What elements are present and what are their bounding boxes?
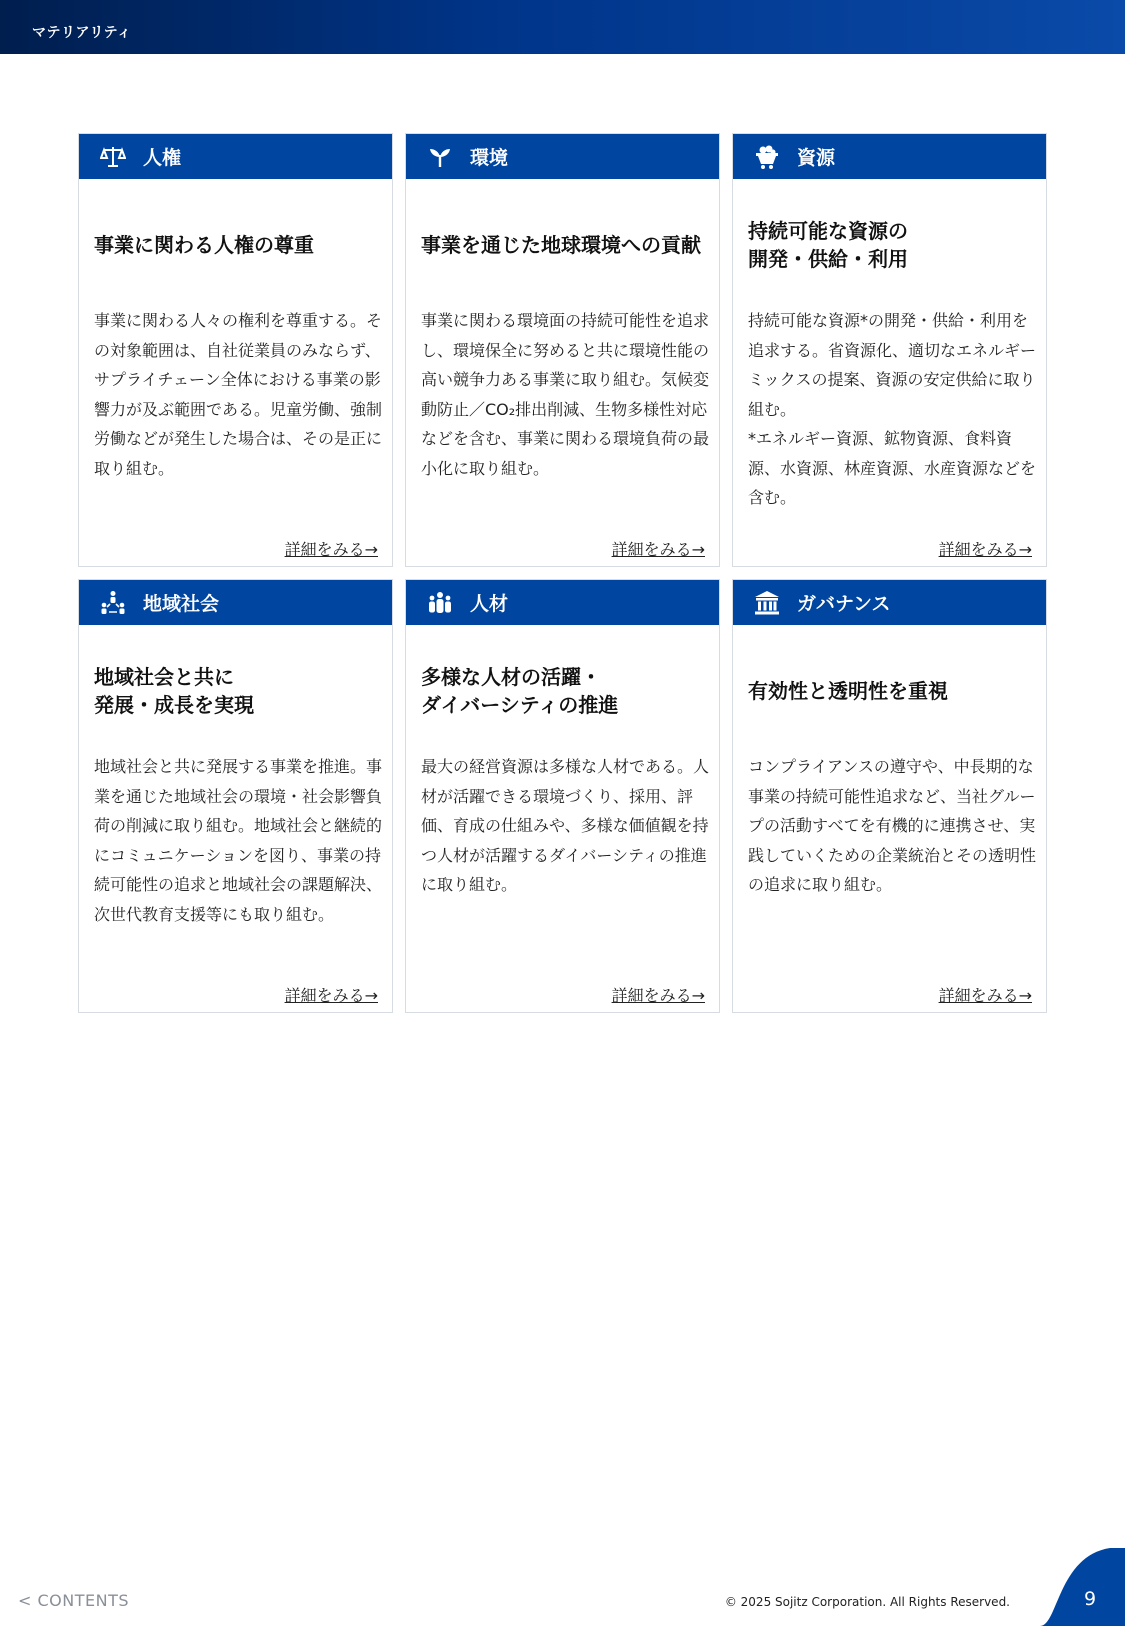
card-human-resources: [405, 579, 720, 1013]
card-header: [79, 580, 392, 625]
page-number-tab: [1040, 1548, 1125, 1626]
card-title: [421, 201, 721, 289]
details-link[interactable]: 詳細をみる→: [938, 540, 1032, 559]
card-body: 持続可能な資源*の開発・供給・利用を追求する。省資源化、適切なエネルギーミックスの提案、資源の安定供給に取り組む。 *エネルギー資源、鉱物資源、食料資源、水資源、林産資源、水産資源などを含む。: [748, 311, 1037, 507]
copyright-text: © 2025 Sojitz Corporation. All Rights Reserved.: [724, 1595, 1010, 1609]
details-link[interactable]: 詳細をみる→: [938, 986, 1032, 1005]
card-header: [733, 580, 1046, 625]
card-title: 多様な人材の活躍・ ダイバーシティの推進: [421, 665, 619, 717]
card-category: ガバナンス: [797, 593, 891, 615]
top-bar: [0, 0, 1125, 54]
card-category: 資源: [797, 147, 836, 169]
card-governance: [732, 579, 1047, 1013]
card-category: 人権: [143, 147, 182, 169]
people-icon: [426, 589, 454, 617]
materiality-grid: [78, 133, 1047, 1013]
card-category: 地域社会: [143, 593, 220, 615]
page-section-title: マテリアリティ: [32, 25, 132, 41]
card-header: [406, 580, 719, 625]
details-link[interactable]: 詳細をみる→: [284, 540, 378, 559]
card-title: 持続可能な資源の 開発・供給・利用: [748, 219, 908, 271]
mine-cart-icon: [753, 143, 781, 171]
card-title-text: 事業を通じた地球環境への貢献: [421, 233, 701, 257]
card-environment: [405, 133, 720, 567]
card-human-rights: [78, 133, 393, 567]
card-body: 地域社会と共に発展する事業を推進。事業を通じた地域社会の環境・社会影響負荷の削減に取り組む。地域社会と継続的にコミュニケーションを図り、事業の持続可能性の追求と地域社会の課題解決、次世代教育支援等にも取り組む。: [94, 757, 383, 924]
scales-icon: [99, 143, 127, 171]
card-header: [406, 134, 719, 179]
card-title: 地域社会と共に 発展・成長を実現: [94, 665, 254, 717]
details-link[interactable]: 詳細をみる→: [284, 986, 378, 1005]
contents-link[interactable]: < CONTENTS: [18, 1591, 130, 1610]
card-header: [733, 134, 1046, 179]
card-header: [79, 134, 392, 179]
sprout-icon: [426, 143, 454, 171]
details-link[interactable]: 詳細をみる→: [611, 540, 705, 559]
details-link[interactable]: 詳細をみる→: [611, 986, 705, 1005]
card-body: コンプライアンスの遵守や、中長期的な事業の持続可能性追求など、当社グループの活動すべてを有機的に連携させ、実践していくための企業統治とその透明性の追求に取り組む。: [748, 757, 1037, 894]
card-title: 事業に関わる人権の尊重: [94, 233, 314, 257]
page-number: 9: [1084, 1588, 1097, 1610]
card-title: 有効性と透明性を重視: [748, 679, 948, 703]
card-resources: [732, 133, 1047, 567]
community-icon: [99, 589, 127, 617]
pillars-icon: [753, 589, 781, 617]
card-body: 最大の経営資源は多様な人材である。人材が活躍できる環境づくり、採用、評価、育成の仕組みや、多様な価値観を持つ人材が活躍するダイバーシティの推進に取り組む。: [421, 757, 710, 894]
card-body: 事業に関わる環境面の持続可能性を追求し、環境保全に努めると共に環境性能の高い競争力ある事業に取り組む。気候変動防止／CO₂排出削減、生物多様性対応などを含む、事業に関わる環境負荷の最小化に取り組む。: [421, 311, 710, 478]
card-category: 環境: [470, 147, 509, 169]
card-category: 人材: [470, 593, 509, 615]
card-body: 事業に関わる人々の権利を尊重する。その対象範囲は、自社従業員のみならず、サプライチェーン全体における事業の影響力が及ぶ範囲である。児童労働、強制労働などが発生した場合は、その是正に取り組む。: [94, 311, 383, 478]
card-community: [78, 579, 393, 1013]
